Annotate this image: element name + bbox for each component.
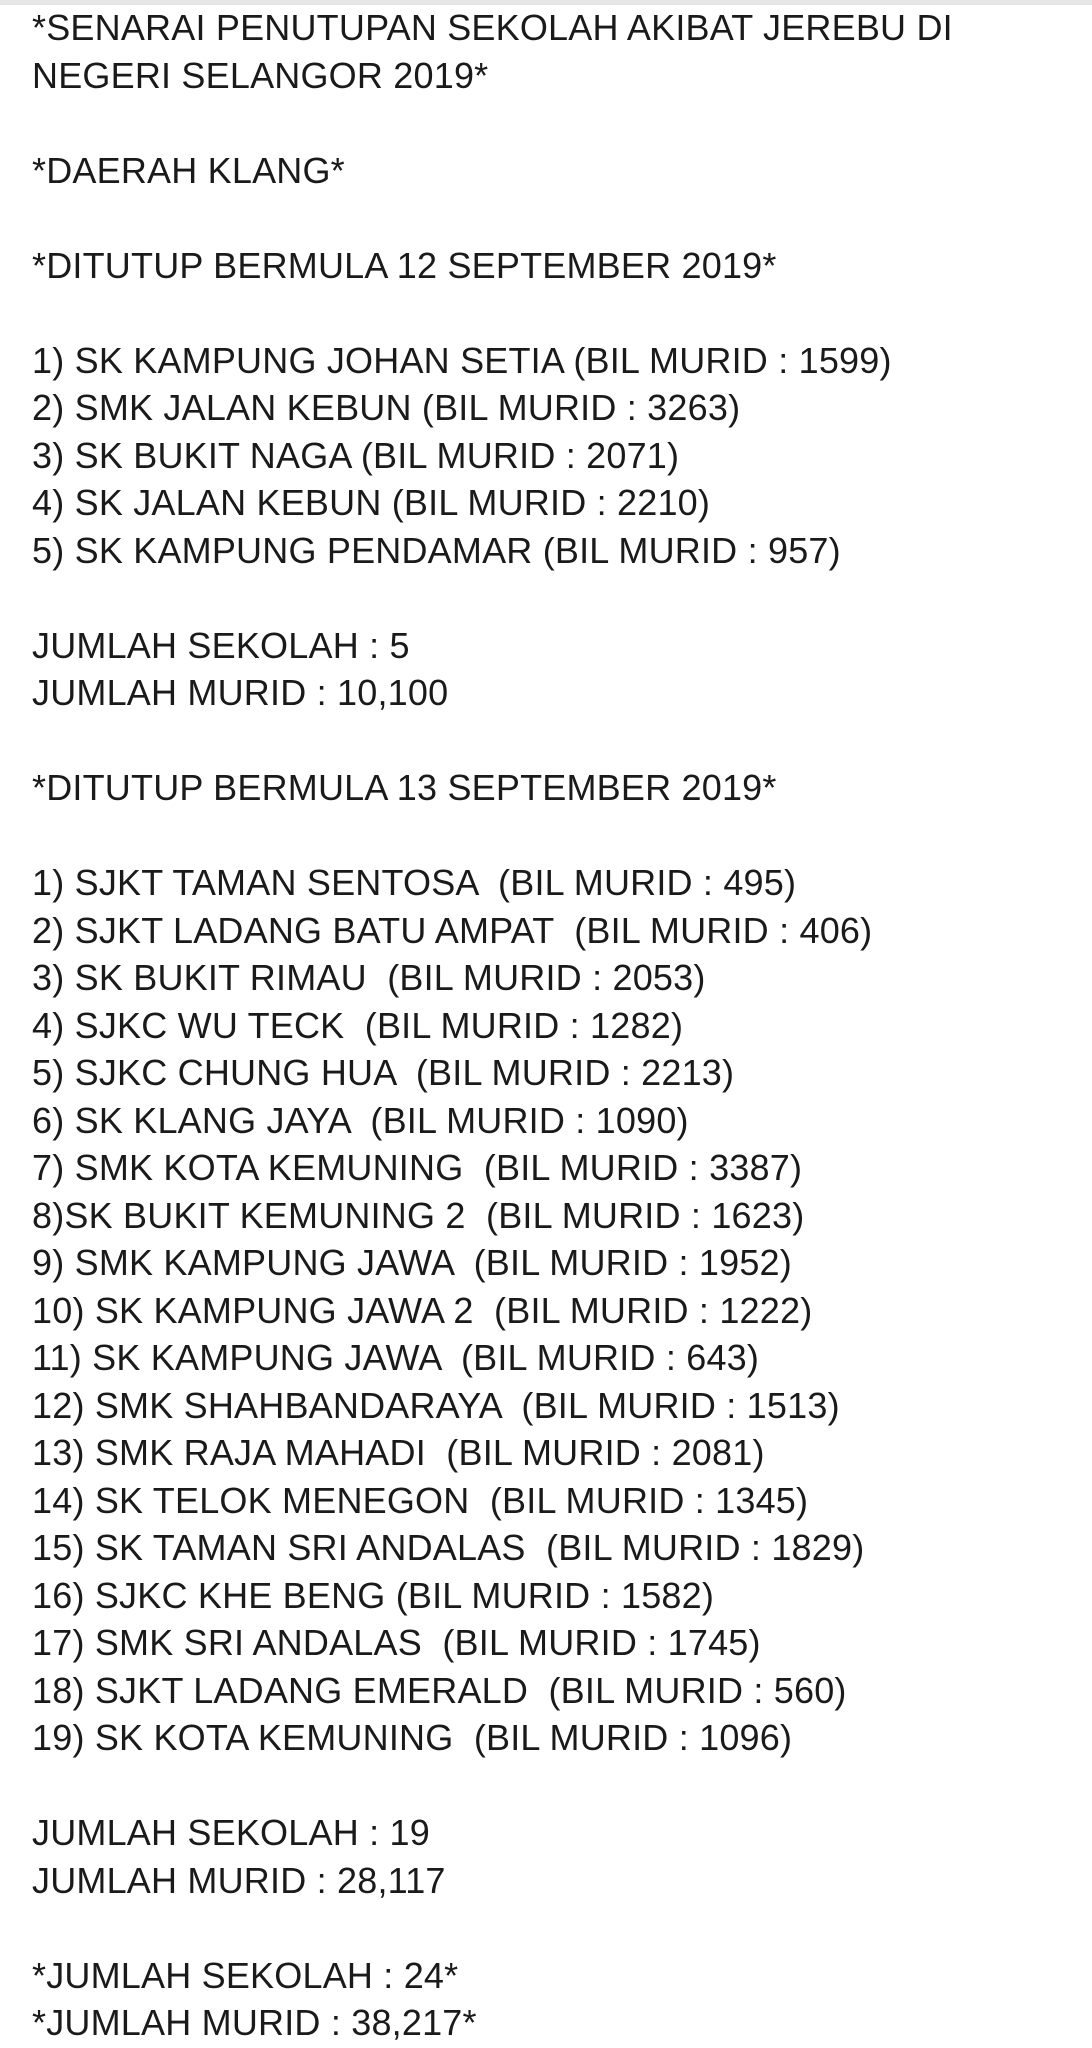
section-2-item: 3) SK BUKIT RIMAU (BIL MURID : 2053): [32, 957, 706, 998]
section-2-item: 2) SJKT LADANG BATU AMPAT (BIL MURID : 406): [32, 909, 873, 951]
message-body: [32, 4, 1072, 2047]
title-line-1: *SENARAI PENUTUPAN SEKOLAH AKIBAT JEREBU DI: [32, 7, 953, 48]
section-1-total-schools: JUMLAH SEKOLAH : 5: [32, 624, 410, 666]
grand-total-students: *JUMLAH MURID : 38,217*: [32, 2002, 477, 2043]
section-2-item: 13) SMK RAJA MAHADI (BIL MURID : 2081): [32, 1432, 765, 1473]
section-2-item: 7) SMK KOTA KEMUNING (BIL MURID : 3387): [32, 1147, 803, 1188]
section-1-heading: *DITUTUP BERMULA 12 SEPTEMBER 2019*: [32, 244, 777, 286]
section-2-total-students: JUMLAH MURID : 28,117: [32, 1859, 446, 1901]
district-heading: *DAERAH KLANG*: [32, 149, 345, 191]
section-2-item: 14) SK TELOK MENEGON (BIL MURID : 1345): [32, 1479, 809, 1521]
spacer: [32, 574, 1072, 622]
section-2-item: 8)SK BUKIT KEMUNING 2 (BIL MURID : 1623): [32, 1194, 805, 1236]
section-2-item: 6) SK KLANG JAYA (BIL MURID : 1090): [32, 1099, 689, 1141]
section-2-item: 1) SJKT TAMAN SENTOSA (BIL MURID : 495): [32, 862, 797, 903]
section-2-item: 15) SK TAMAN SRI ANDALAS (BIL MURID : 1829): [32, 1527, 865, 1568]
section-2-total-schools: JUMLAH SEKOLAH : 19: [32, 1812, 430, 1853]
section-1-item: 3) SK BUKIT NAGA (BIL MURID : 2071): [32, 434, 680, 476]
section-1-item: 5) SK KAMPUNG PENDAMAR (BIL MURID : 957): [32, 529, 841, 571]
section-2-item: 18) SJKT LADANG EMERALD (BIL MURID : 560): [32, 1669, 847, 1711]
spacer: [32, 1904, 1072, 1952]
spacer: [32, 812, 1072, 860]
grand-total-schools: *JUMLAH SEKOLAH : 24*: [32, 1954, 459, 1996]
section-2-item: 19) SK KOTA KEMUNING (BIL MURID : 1096): [32, 1717, 793, 1758]
section-2-item: 12) SMK SHAHBANDARAYA (BIL MURID : 1513): [32, 1384, 840, 1426]
section-2-item: 9) SMK KAMPUNG JAWA (BIL MURID : 1952): [32, 1242, 792, 1283]
spacer: [32, 1762, 1072, 1810]
section-2-item: 11) SK KAMPUNG JAWA (BIL MURID : 643): [32, 1337, 760, 1378]
section-2-item: 17) SMK SRI ANDALAS (BIL MURID : 1745): [32, 1622, 761, 1663]
section-2-item: 10) SK KAMPUNG JAWA 2 (BIL MURID : 1222): [32, 1289, 813, 1331]
spacer: [32, 194, 1072, 242]
section-2-heading: *DITUTUP BERMULA 13 SEPTEMBER 2019*: [32, 767, 777, 808]
section-1-item: 2) SMK JALAN KEBUN (BIL MURID : 3263): [32, 387, 741, 428]
spacer: [32, 289, 1072, 337]
spacer: [32, 717, 1072, 765]
section-1-item: 1) SK KAMPUNG JOHAN SETIA (BIL MURID : 1599): [32, 339, 892, 381]
section-2-item: 5) SJKC CHUNG HUA (BIL MURID : 2213): [32, 1052, 735, 1093]
title-line-2: NEGERI SELANGOR 2019*: [32, 54, 489, 96]
section-1-item: 4) SK JALAN KEBUN (BIL MURID : 2210): [32, 482, 711, 523]
spacer: [32, 99, 1072, 147]
section-2-item: 16) SJKC KHE BENG (BIL MURID : 1582): [32, 1574, 715, 1616]
section-2-item: 4) SJKC WU TECK (BIL MURID : 1282): [32, 1004, 684, 1046]
section-1-total-students: JUMLAH MURID : 10,100: [32, 672, 449, 713]
